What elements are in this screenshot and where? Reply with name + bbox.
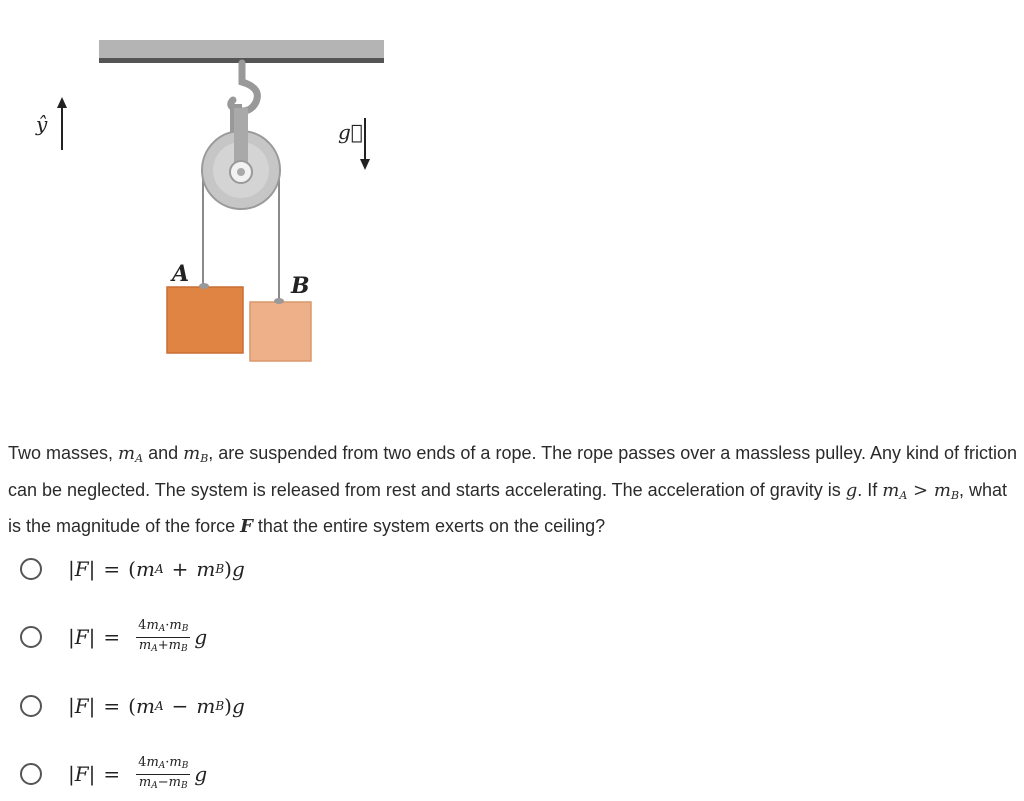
option-4-formula: | F | = $\frac{4m_A\cdot m_B}{m_A-m_B}$ g [68, 754, 208, 791]
option-2-formula: | F | = $\frac{4m_A\cdot m_B}{m_A+m_B}$ g [68, 617, 208, 654]
radio-option-2[interactable] [20, 626, 42, 648]
mass-a-block [167, 287, 243, 353]
question-text: Two masses, $m_A$ and $m_B$, are suspended from two ends of a rope. The rope passes over a massless pulley. Any kind of friction can be neglected. The system is released from rest and starts accelerating. The acceleration of gravity is g. If $m_A > m_B$, what is the magnitude of the force F that the entire system exerts on the ceiling? [8, 443, 1018, 537]
mass-b-block [250, 302, 311, 361]
radio-option-1[interactable] [20, 558, 42, 580]
option-3[interactable] [20, 689, 245, 723]
gravity-label: g⃗ [338, 120, 363, 144]
option-4[interactable] [20, 754, 208, 791]
option-2[interactable] [20, 617, 208, 654]
option-1-formula: | F | = ( m A + m B ) g [68, 557, 245, 581]
option-1[interactable] [20, 552, 245, 586]
radio-option-3[interactable] [20, 695, 42, 717]
option-3-formula: | F | = ( m A − m B ) g [68, 694, 245, 718]
mass-a-label: A [172, 261, 190, 287]
radio-option-4[interactable] [20, 763, 42, 785]
y-hat-label: ŷ [36, 112, 48, 136]
mass-b-label: B [291, 273, 310, 299]
hook [231, 63, 258, 111]
